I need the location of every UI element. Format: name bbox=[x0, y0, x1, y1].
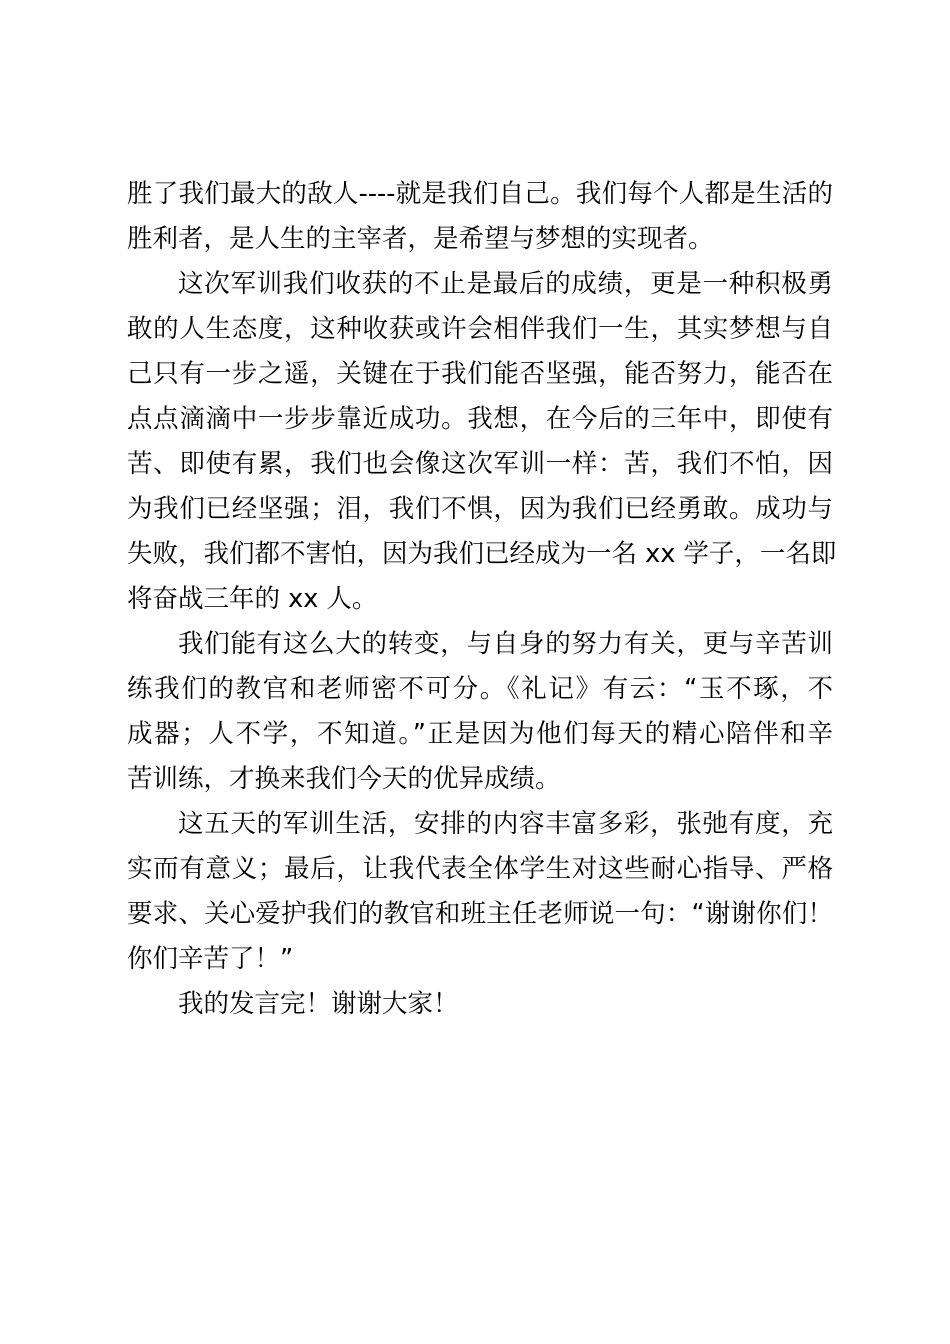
text-line: 己只有一步之遥，关键在于我们能否坚强，能否努力，能否在 bbox=[127, 359, 833, 389]
text-line: 苦、即使有累，我们也会像这次军训一样：苦，我们不怕，因 bbox=[127, 449, 833, 479]
text-line: 点点滴滴中一步步靠近成功。我想，在今后的三年中，即使有 bbox=[127, 404, 833, 434]
text-line: 胜了我们最大的敌人----就是我们自己。我们每个人都是生活的 bbox=[127, 179, 833, 209]
paragraph-start-line: 我们能有这么大的转变，与自身的努力有关，更与辛苦训 bbox=[178, 629, 833, 659]
text-line: 敢的人生态度，这种收获或许会相伴我们一生，其实梦想与自 bbox=[127, 314, 833, 344]
text-line: 苦训练，才换来我们今天的优异成绩。 bbox=[127, 764, 561, 794]
paragraph-start-line: 这次军训我们收获的不止是最后的成绩，更是一种积极勇 bbox=[178, 269, 833, 299]
closing-line: 我的发言完！谢谢大家！ bbox=[178, 989, 459, 1019]
text-line: 实而有意义；最后，让我代表全体学生对这些耐心指导、严格 bbox=[127, 854, 833, 884]
text-line: 胜利者，是人生的主宰者，是希望与梦想的实现者。 bbox=[127, 224, 714, 254]
paragraph-start-line: 这五天的军训生活，安排的内容丰富多彩，张弛有度，充 bbox=[178, 809, 833, 839]
text-line: 将奋战三年的 xx 人。 bbox=[127, 584, 378, 614]
text-line: 你们辛苦了！” bbox=[127, 944, 294, 974]
text-line: 为我们已经坚强；泪，我们不惧，因为我们已经勇敢。成功与 bbox=[127, 494, 833, 524]
text-line: 成器；人不学，不知道。”正是因为他们每天的精心陪伴和辛 bbox=[127, 719, 833, 749]
text-line: 练我们的教官和老师密不可分。《礼记》有云：“玉不琢，不 bbox=[127, 674, 833, 704]
text-line: 失败，我们都不害怕，因为我们已经成为一名 xx 学子，一名即 bbox=[127, 539, 837, 569]
text-line: 要求、关心爱护我们的教官和班主任老师说一句：“谢谢你们！ bbox=[127, 899, 833, 929]
speech-body bbox=[127, 172, 837, 1027]
